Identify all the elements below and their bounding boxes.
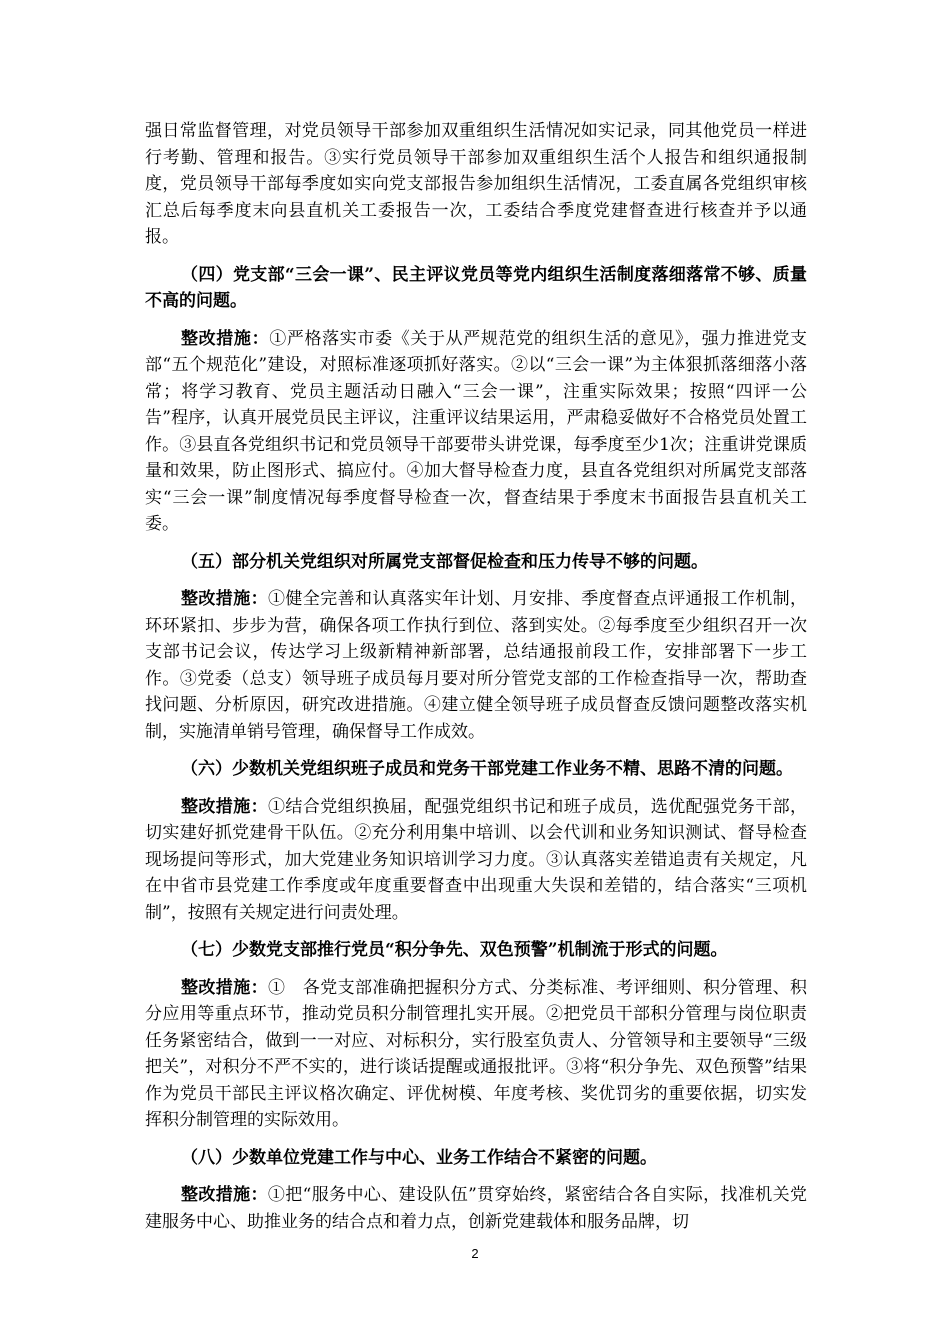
rectification-measures-6 bbox=[145, 794, 807, 927]
rectification-measures-4 bbox=[145, 326, 807, 538]
measures-label: 整改措施： bbox=[181, 796, 268, 817]
section-heading-4: （四）党支部“三会一课”、民主评议党员等党内组织生活制度落细落常不够、质量不高的问题。 bbox=[145, 264, 807, 311]
measures-text: ①把“服务中心、建设队伍”贯穿始终，紧密结合各自实际，找准机关党建服务中心、助推业务的结合点和着力点，创新党建载体和服务品牌，切 bbox=[145, 1185, 807, 1232]
measures-text: ① 各党支部准确把握积分方式、分类标准、考评细则、积分管理、积分应用等重点环节，推动党员积分制管理扎实开展。②把党员干部积分管理与岗位职责任务紧密结合，做到一一对应、对标积分，实行股室负责人、分管领导和主要领导“三级把关”，对积分不严不实的，进行谈话提醒或通报批评。③将“积分争先、双色预警”结果作为党员干部民主评议格次确定、评优树模、年度考核、奖优罚劣的重要依据，切实发挥积分制管理的实际效用。 bbox=[145, 977, 807, 1130]
rectification-measures-5 bbox=[145, 586, 807, 745]
section-heading-8: （八）少数单位党建工作与中心、业务工作结合不紧密的问题。 bbox=[181, 1147, 657, 1168]
section-heading-5: （五）部分机关党组织对所属党支部督促检查和压力传导不够的问题。 bbox=[181, 551, 708, 572]
paragraph-continued: 强日常监督管理，对党员领导干部参加双重组织生活情况如实记录，同其他党员一样进行考勤、管理和报告。③实行党员领导干部参加双重组织生活个人报告和组织通报制度，党员领导干部每季度如实向党支部报告参加组织生活情况，工委直属各党组织审核汇总后每季度末向县直机关工委报告一次，工委结合季度党建督查进行核查并予以通报。 bbox=[145, 121, 807, 247]
document-body bbox=[145, 118, 807, 1235]
rectification-measures-7 bbox=[145, 975, 807, 1134]
measures-label: 整改措施： bbox=[181, 1185, 268, 1205]
measures-text: ①严格落实市委《关于从严规范党的组织生活的意见》，强力推进党支部“五个规范化”建设，对照标准逐项抓好落实。②以“三会一课”为主体狠抓落细落小落常；将学习教育、党员主题活动日融入“三会一课”，注重实际效果；按照“四评一公告”程序，认真开展党员民主评议，注重评议结果运用，严肃稳妥做好不合格党员处置工作。③县直各党组织书记和党员领导干部要带头讲党课，每季度至少1次；注重讲党课质量和效果，防止图形式、搞应付。④加大督导检查力度，县直各党组织对所属党支部落实“三会一课”制度情况每季度督导检查一次，督查结果于季度末书面报告县直机关工委。 bbox=[145, 328, 808, 534]
section-heading-6: （六）少数机关党组织班子成员和党务干部党建工作业务不精、思路不清的问题。 bbox=[181, 759, 793, 779]
section-heading-7: （七）少数党支部推行党员“积分争先、双色预警”机制流于形式的问题。 bbox=[181, 940, 728, 960]
measures-text: ①健全完善和认真落实年计划、月安排、季度督查点评通报工作机制，环环紧扣、步步为营，确保各项工作执行到位、落到实处。②每季度至少组织召开一次支部书记会议，传达学习上级新精神新部署，总结通报前段工作，安排部署下一步工作。③党委（总支）领导班子成员每月要对所分管党支部的工作检查指导一次，帮助查找问题、分析原因，研究改进措施。④建立健全领导班子成员督查反馈问题整改落实机制，实施清单销号管理，确保督导工作成效。 bbox=[145, 589, 807, 742]
measures-label: 整改措施： bbox=[181, 328, 270, 349]
measures-text: ①结合党组织换届，配强党组织书记和班子成员，选优配强党务干部，切实建好抓党建骨干队伍。②充分利用集中培训、以会代训和业务知识测试、督导检查现场提问等形式，加大党建业务知识培训学习力度。③认真落实差错追责有关规定，凡在中省市县党建工作季度或年度重要督查中出现重大失误和差错的，结合落实“三项机制”，按照有关规定进行问责处理。 bbox=[145, 796, 807, 923]
rectification-measures-8 bbox=[145, 1182, 807, 1235]
measures-label: 整改措施： bbox=[181, 589, 268, 609]
measures-label: 整改措施： bbox=[181, 977, 268, 998]
page-number: 2 bbox=[471, 1246, 479, 1261]
